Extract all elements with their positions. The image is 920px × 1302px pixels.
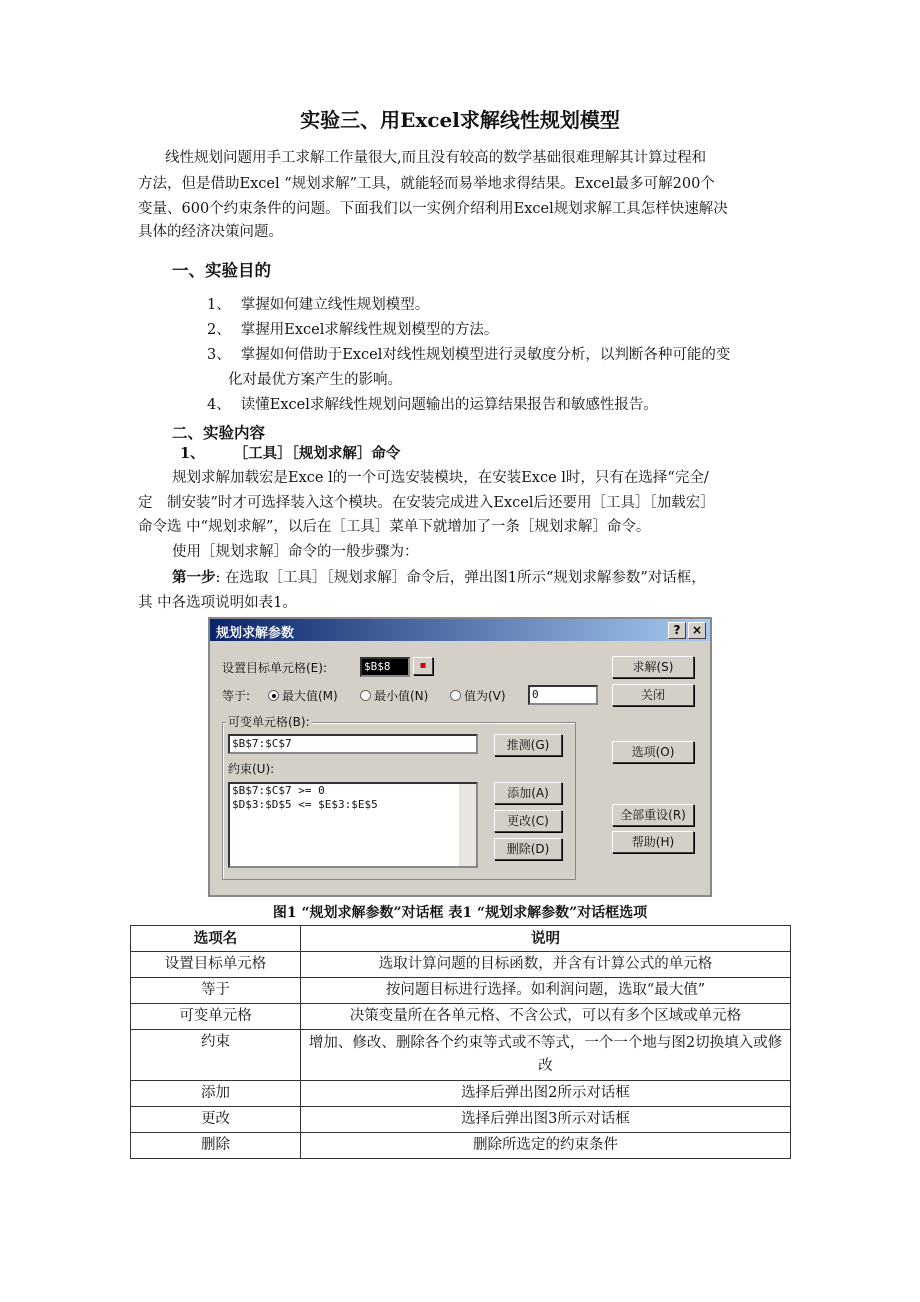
delete-button[interactable]: 删除(D) bbox=[494, 838, 562, 860]
body-line: 命令选 中“规划求解”，以后在［工具］菜单下就增加了一条［规划求解］命令。 bbox=[138, 519, 651, 535]
guess-button[interactable]: 推测(G) bbox=[494, 734, 562, 756]
radio-icon bbox=[360, 690, 371, 701]
option-name-cell: 约束 bbox=[131, 1030, 301, 1081]
value-input[interactable]: 0 bbox=[528, 685, 598, 705]
goal-text: 化对最优方案产生的影响。 bbox=[228, 372, 402, 388]
option-name-cell: 设置目标单元格 bbox=[131, 952, 301, 978]
radio-label: 值为(V) bbox=[464, 689, 506, 703]
option-name-cell: 等于 bbox=[131, 978, 301, 1004]
intro-line: 线性规划问题用手工求解工作量很大,而且没有较高的数学基础很难理解其计算过程和 bbox=[165, 150, 707, 166]
equal-label: 等于: bbox=[222, 689, 251, 703]
target-label: 设置目标单元格(E): bbox=[222, 661, 327, 675]
step-text: 在选取［工具］［规划求解］命令后，弹出图1所示“规划求解参数”对话框， bbox=[225, 570, 706, 586]
table-header bbox=[131, 926, 791, 952]
options-table bbox=[130, 925, 791, 1159]
option-name-cell: 更改 bbox=[131, 1107, 301, 1133]
changing-input[interactable]: $B$7:$C$7 bbox=[228, 734, 478, 754]
description-cell: 决策变量所在各单元格、不含公式，可以有多个区域或单元格 bbox=[301, 1004, 791, 1030]
table-row bbox=[131, 1107, 791, 1133]
constraints-label: 约束(U): bbox=[228, 762, 275, 776]
radio-icon bbox=[450, 690, 461, 701]
description-cell: 选取计算问题的目标函数，并含有计算公式的单元格 bbox=[301, 952, 791, 978]
header-cell: 选项名 bbox=[131, 926, 301, 952]
goal-num: 3、 bbox=[207, 347, 231, 363]
description-cell: 删除所选定的约束条件 bbox=[301, 1133, 791, 1159]
constraint-item[interactable]: $B$7:$C$7 >= 0 bbox=[232, 784, 325, 797]
radio-value[interactable] bbox=[450, 687, 506, 704]
body-line: 规划求解加载宏是Exce l的一个可选安装模块，在安装Exce l时，只有在选择“完全/ bbox=[172, 470, 709, 486]
option-name-cell: 可变单元格 bbox=[131, 1004, 301, 1030]
body-line: 使用［规划求解］命令的一般步骤为： bbox=[172, 544, 419, 560]
target-input[interactable]: $B$8 bbox=[360, 657, 410, 677]
options-button[interactable]: 选项(O) bbox=[612, 741, 694, 763]
page-title: 实验三、用Excel求解线性规划模型 bbox=[300, 108, 620, 132]
change-button[interactable]: 更改(C) bbox=[494, 810, 562, 832]
table-row bbox=[131, 978, 791, 1004]
description-cell: 按问题目标进行选择。如利润问题，选取“最大值” bbox=[301, 978, 791, 1004]
changing-label: 可变单元格(B): bbox=[228, 715, 310, 729]
goal-num: 4、 bbox=[207, 397, 231, 413]
step-label: 第一步 bbox=[172, 569, 216, 586]
constraint-item[interactable]: $D$3:$D$5 <= $E$3:$E$5 bbox=[232, 798, 378, 811]
close-button[interactable]: 关闭 bbox=[612, 684, 694, 706]
collapse-icon[interactable]: ▪ bbox=[413, 657, 433, 675]
body-line: 定 制安装”时才可选择装入这个模块。在安装完成进入Excel后还要用［工具］［加载宏］ bbox=[138, 495, 715, 511]
description-cell: 选择后弹出图3所示对话框 bbox=[301, 1107, 791, 1133]
table-row bbox=[131, 1081, 791, 1107]
goal-num: 2、 bbox=[207, 322, 231, 338]
goal-text: 掌握如何建立线性规划模型。 bbox=[240, 297, 430, 313]
goal-text: 掌握用Excel求解线性规划模型的方法。 bbox=[240, 322, 499, 338]
help-button[interactable]: 帮助(H) bbox=[612, 831, 694, 853]
subsection-heading: 1、 ［工具］［规划求解］命令 bbox=[180, 445, 401, 462]
goal-num: 1、 bbox=[207, 297, 231, 313]
radio-max[interactable] bbox=[268, 687, 338, 704]
goal-text: 读懂Excel求解线性规划问题输出的运算结果报告和敏感性报告。 bbox=[240, 397, 658, 413]
solver-dialog bbox=[208, 617, 712, 897]
help-icon[interactable]: ? bbox=[668, 622, 686, 639]
intro-line: 具体的经济决策问题。 bbox=[138, 224, 283, 240]
add-button[interactable]: 添加(A) bbox=[494, 782, 562, 804]
intro-line: 变量、600个约束条件的问题。下面我们以一实例介绍利用Excel规划求解工具怎样快速解决 bbox=[138, 201, 728, 217]
header-cell: 说明 bbox=[301, 926, 791, 952]
description-cell: 选择后弹出图2所示对话框 bbox=[301, 1081, 791, 1107]
radio-icon bbox=[268, 690, 279, 701]
close-icon[interactable]: × bbox=[688, 622, 706, 639]
radio-label: 最小值(N) bbox=[374, 689, 429, 703]
radio-min[interactable] bbox=[360, 687, 428, 704]
dialog-title: 规划求解参数 bbox=[210, 619, 710, 641]
figure-caption: 图1 “规划求解参数”对话框 表1 “规划求解参数”对话框选项 bbox=[272, 905, 648, 921]
table-row bbox=[131, 1133, 791, 1159]
radio-label: 最大值(M) bbox=[282, 689, 338, 703]
reset-button[interactable]: 全部重设(R) bbox=[612, 804, 694, 826]
solve-button[interactable]: 求解(S) bbox=[612, 656, 694, 678]
option-name-cell: 添加 bbox=[131, 1081, 301, 1107]
description-cell: 增加、修改、删除各个约束等式或不等式，一个一个地与图2切换填入或修改 bbox=[301, 1030, 791, 1081]
table-row bbox=[131, 1004, 791, 1030]
table-row bbox=[131, 1030, 791, 1081]
scrollbar[interactable] bbox=[459, 784, 476, 866]
step-text: 其 中各选项说明如表1。 bbox=[138, 595, 297, 611]
option-name-cell: 删除 bbox=[131, 1133, 301, 1159]
constraints-list[interactable] bbox=[228, 782, 478, 868]
section-heading: 一、实验目的 bbox=[172, 261, 271, 280]
goal-text: 掌握如何借助于Excel对线性规划模型进行灵敏度分析，以判断各种可能的变 bbox=[240, 347, 731, 363]
section-heading: 二、实验内容 bbox=[172, 423, 266, 442]
table-row bbox=[131, 952, 791, 978]
intro-line: 方法，但是借助Excel “规划求解”工具，就能轻而易举地求得结果。Excel最多可解200个 bbox=[138, 176, 715, 192]
